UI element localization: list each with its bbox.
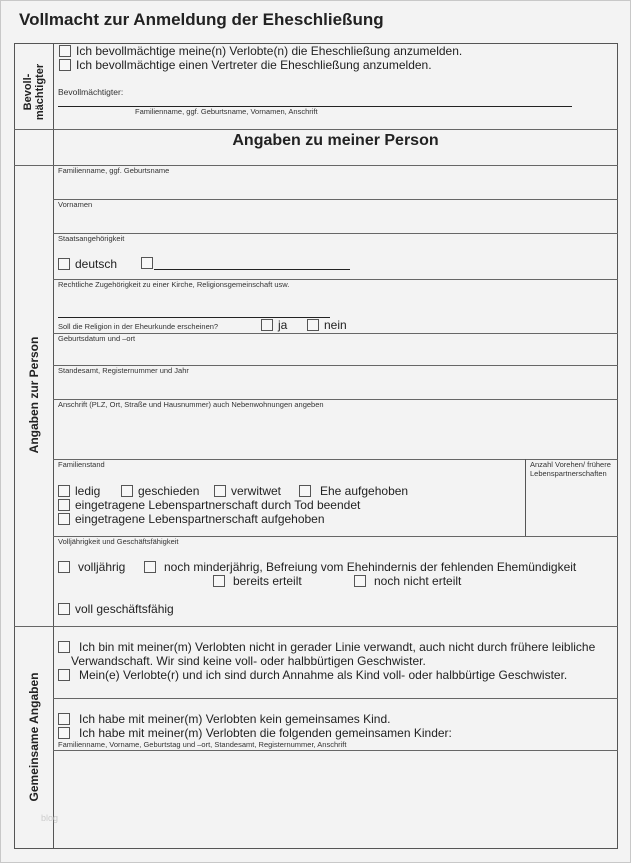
field-staat: Staatsangehörigkeit: [58, 234, 125, 243]
checkbox-icon[interactable]: [58, 499, 70, 511]
option-label: Ich habe mit meiner(m) Verlobten kein gemeinsames Kind.: [79, 712, 391, 726]
watermark: blog: [41, 813, 59, 823]
option-label: ja: [278, 318, 288, 332]
option-label: eingetragene Lebenspartnerschaft aufgehoben: [75, 512, 325, 526]
checkbox-icon[interactable]: [59, 45, 71, 57]
checkbox-nicht-verwandt[interactable]: [58, 640, 595, 654]
option-continuation: Verwandschaft. Wir sind keine voll- oder halbbürtigen Geschwister.: [71, 654, 426, 668]
checkbox-icon[interactable]: [144, 561, 156, 573]
checkbox-verwitwet[interactable]: [214, 484, 281, 498]
andere-staat-input-line[interactable]: [154, 269, 350, 270]
option-label: ledig: [75, 484, 101, 498]
form-title: Vollmacht zur Anmeldung der Eheschließung: [19, 10, 384, 29]
checkbox-deutsch[interactable]: [58, 257, 117, 271]
checkbox-icon[interactable]: [58, 641, 70, 653]
divider: [53, 698, 618, 699]
checkbox-vertreter[interactable]: [59, 58, 432, 72]
checkbox-icon[interactable]: [59, 59, 71, 71]
kinder-hint: Familienname, Vorname, Geburtstag und –ort, Standesamt, Registernummer, Anschrift: [58, 740, 347, 749]
checkbox-icon[interactable]: [58, 258, 70, 270]
checkbox-verlobte[interactable]: [59, 44, 462, 58]
field-geburt[interactable]: Geburtsdatum und –ort: [58, 334, 136, 343]
checkbox-kinder[interactable]: [58, 726, 452, 740]
bevollmaechtigter-hint: Familienname, ggf. Geburtsname, Vornamen, Anschrift: [135, 107, 318, 116]
field-anzahl-vorehen[interactable]: Anzahl Vorehen/ frühere Lebenspartnerschaften: [530, 460, 611, 478]
checkbox-icon[interactable]: [214, 485, 226, 497]
divider: [525, 459, 526, 536]
checkbox-ledig[interactable]: [58, 484, 100, 498]
option-label: nein: [324, 318, 347, 332]
field-religion[interactable]: Rechtliche Zugehörigkeit zu einer Kirche, Religionsgemeinschaft usw.: [58, 280, 290, 289]
checkbox-icon[interactable]: [213, 575, 225, 587]
checkbox-icon[interactable]: [58, 713, 70, 725]
divider: [53, 333, 618, 334]
divider: [53, 750, 618, 751]
field-familienstand: Familienstand: [58, 460, 105, 469]
checkbox-icon[interactable]: [307, 319, 319, 331]
option-label: Ich habe mit meiner(m) Verlobten die folgenden gemeinsamen Kinder:: [79, 726, 452, 740]
option-label: verwitwet: [231, 484, 282, 498]
field-vornamen[interactable]: Vornamen: [58, 200, 93, 209]
option-label: noch minderjährig, Befreiung vom Ehehindernis der fehlenden Ehemündigkeit: [164, 560, 577, 574]
checkbox-nein[interactable]: [307, 318, 347, 332]
checkbox-lp-tod[interactable]: [58, 498, 360, 512]
option-label: noch nicht erteilt: [374, 574, 462, 588]
religion-input-line[interactable]: [58, 317, 330, 318]
checkbox-icon[interactable]: [58, 727, 70, 739]
checkbox-icon[interactable]: [58, 513, 70, 525]
divider: [14, 129, 618, 130]
option-label: bereits erteilt: [233, 574, 302, 588]
checkbox-icon[interactable]: [58, 561, 70, 573]
option-label: Ich bevollmächtige einen Vertreter die Eheschließung anzumelden.: [76, 58, 432, 72]
option-label: Ehe aufgehoben: [320, 484, 409, 498]
checkbox-geschieden[interactable]: [121, 484, 199, 498]
option-label: geschieden: [138, 484, 200, 498]
checkbox-ja[interactable]: [261, 318, 287, 332]
field-volljaehrigkeit: Volljährigkeit und Geschäftsfähigkeit: [58, 537, 179, 546]
checkbox-adoption[interactable]: [58, 668, 567, 682]
divider: [14, 626, 618, 627]
divider: [53, 43, 54, 849]
divider: [53, 199, 618, 200]
section-label-person: Angaben zur Person: [27, 336, 41, 454]
field-standesamt[interactable]: Standesamt, Registernummer und Jahr: [58, 366, 189, 375]
field-familienname[interactable]: Familienname, ggf. Geburtsname: [58, 166, 170, 175]
option-label: volljährig: [78, 560, 126, 574]
field-anschrift[interactable]: Anschrift (PLZ, Ort, Straße und Hausnummer) auch Nebenwohnungen angeben: [58, 400, 324, 409]
option-label: eingetragene Lebenspartnerschaft durch Tod beendet: [75, 498, 361, 512]
person-header: Angaben zu meiner Person: [232, 132, 439, 149]
checkbox-icon[interactable]: [58, 669, 70, 681]
checkbox-kein-kind[interactable]: [58, 712, 390, 726]
section-label-gemeinsam: Gemeinsame Angaben: [27, 672, 41, 802]
checkbox-icon[interactable]: [141, 257, 153, 269]
checkbox-icon[interactable]: [354, 575, 366, 587]
option-label: Ich bevollmächtige meine(n) Verlobte(n) die Eheschließung anzumelden.: [76, 44, 463, 58]
divider: [53, 233, 618, 234]
checkbox-volljaehrig[interactable]: [58, 560, 125, 574]
checkbox-icon[interactable]: [299, 485, 311, 497]
checkbox-icon[interactable]: [261, 319, 273, 331]
checkbox-andere[interactable]: [141, 257, 158, 269]
checkbox-minderjaehrig[interactable]: [144, 560, 576, 574]
checkbox-ehe-aufgehoben[interactable]: [299, 484, 408, 498]
religion-question: Soll die Religion in der Eheurkunde erscheinen?: [58, 322, 219, 331]
bevollmaechtigter-label: Bevollmächtigter:: [58, 87, 124, 97]
option-label: voll geschäftsfähig: [75, 602, 174, 616]
checkbox-icon[interactable]: [121, 485, 133, 497]
option-label: Mein(e) Verlobte(r) und ich sind durch Annahme als Kind voll- oder halbbürtige Geschwister.: [79, 668, 568, 682]
checkbox-icon[interactable]: [58, 603, 70, 615]
section-label-bevollmaechtigter: Bevoll- mächtigter: [22, 63, 46, 121]
option-label: Ich bin mit meiner(m) Verlobten nicht in gerader Linie verwandt, auch nicht durch frühere leibliche: [79, 640, 596, 654]
checkbox-lp-aufgehoben[interactable]: [58, 512, 325, 526]
checkbox-nicht-erteilt[interactable]: [354, 574, 461, 588]
option-label: deutsch: [75, 257, 118, 271]
checkbox-bereits-erteilt[interactable]: [213, 574, 302, 588]
checkbox-icon[interactable]: [58, 485, 70, 497]
checkbox-geschaeftsfaehig[interactable]: [58, 602, 174, 616]
